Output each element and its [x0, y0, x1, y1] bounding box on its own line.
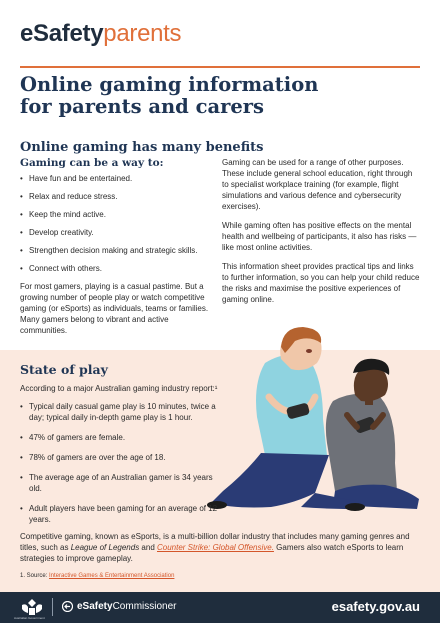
subheading: Gaming can be a way to:	[20, 157, 164, 169]
source-footnote	[20, 572, 420, 580]
list-item: • 47% of gamers are female.	[20, 432, 225, 443]
source-link[interactable]: Interactive Games & Entertainment Association	[49, 573, 175, 579]
list-item: • Develop creativity.	[20, 227, 210, 238]
left-column	[20, 173, 210, 336]
brand-logo[interactable]	[20, 20, 181, 48]
state-of-play-title: State of play	[20, 362, 108, 377]
state-of-play-intro: According to a major Australian gaming industry report:¹	[20, 384, 218, 393]
list-item: • Adult players have been gaming for an average of 12 years.	[20, 503, 225, 525]
brand-part-esafety: eSafety	[20, 20, 104, 47]
government-text: Australian Government	[14, 616, 45, 620]
league-of-legends-title: League of Legends	[70, 543, 140, 552]
page-title	[20, 74, 420, 118]
list-item: • 78% of gamers are over the age of 18.	[20, 452, 225, 463]
footer-divider	[52, 598, 53, 616]
government-crest-icon	[18, 597, 46, 618]
list-item: • Have fun and be entertained.	[20, 173, 210, 184]
statistics-list	[20, 401, 225, 534]
right-column	[222, 157, 420, 313]
gamers-illustration	[205, 323, 435, 523]
source-prefix: 1. Source:	[20, 573, 50, 579]
left-paragraph: For most gamers, playing is a casual pastime. But a growing number of people play or watch competitive gaming (or eSports) as individuals, teams or families. Many gamers belong to vibrant and active communities.	[20, 282, 209, 335]
counter-strike-link[interactable]: Counter Strike: Global Offensive.	[157, 543, 274, 552]
list-item: • Typical daily casual game play is 10 minutes, twice a day; typical daily in-depth game play is 1 hour.	[20, 401, 225, 423]
list-item: • Connect with others.	[20, 263, 210, 274]
right-paragraph-2: While gaming often has positive effects on the mental health and wellbeing of participants, it also has risks — like most online activities.	[222, 221, 417, 252]
esports-text-and: and	[139, 543, 157, 552]
right-paragraph-1: Gaming can be used for a range of other purposes. These include general school education, right through to specialist workplace training (for example, flight simulations and various defence and cybersecurity exercises).	[222, 158, 413, 211]
commissioner-rest: Commissioner	[112, 601, 177, 612]
esports-paragraph	[20, 531, 420, 564]
benefits-list	[20, 173, 210, 274]
esafety-commissioner-label[interactable]	[77, 601, 176, 612]
list-item: • Relax and reduce stress.	[20, 191, 210, 202]
title-line-2: for parents and carers	[20, 95, 265, 118]
right-paragraph-3: This information sheet provides practical tips and links to further information, so you can help your child reduce the risks and maximise the positive experiences of gaming online.	[222, 262, 420, 304]
list-item: • Strengthen decision making and strategic skills.	[20, 245, 210, 256]
esafety-commissioner-icon	[62, 601, 73, 612]
esports-text-a: Competitive gaming, known as eSports, is a multi-billion dollar industry that includes many gaming genres and titles, such as	[20, 532, 410, 552]
esports-text-b: Gamers also watch eSports to learn strategies to improve gameplay.	[20, 543, 404, 563]
brand-part-parents: parents	[103, 20, 182, 47]
website-link[interactable]: esafety.gov.au	[331, 599, 420, 614]
header-divider	[20, 66, 420, 68]
list-item: • The average age of an Australian gamer is 34 years old.	[20, 472, 225, 494]
title-line-1: Online gaming information	[20, 73, 319, 96]
list-item: • Keep the mind active.	[20, 209, 210, 220]
section-heading: Online gaming has many benefits	[20, 140, 264, 155]
header	[0, 0, 440, 68]
commissioner-bold: eSafety	[77, 601, 113, 612]
